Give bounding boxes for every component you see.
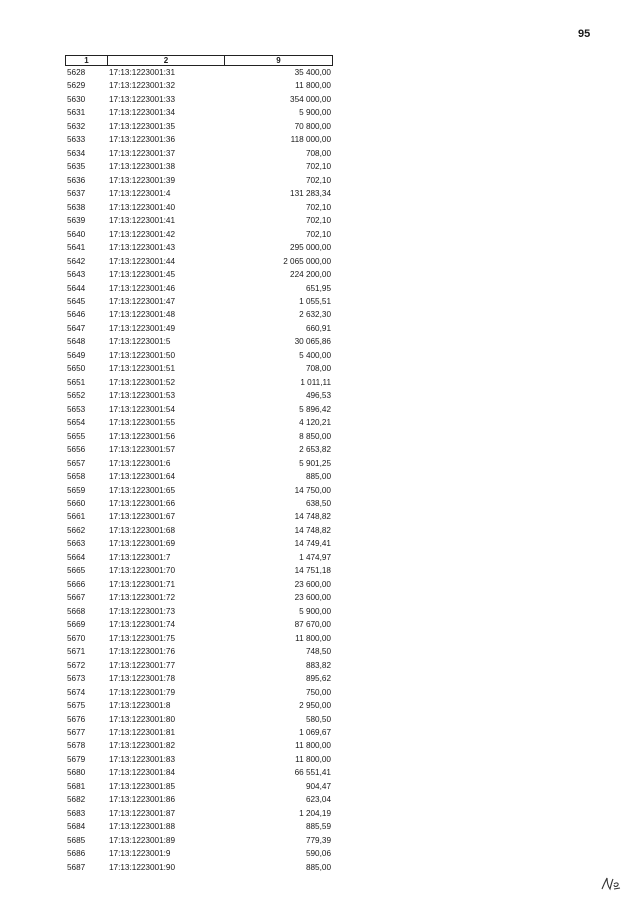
row-number: 5662 bbox=[67, 525, 86, 535]
row-number: 5645 bbox=[67, 296, 86, 306]
cadastral-number: 17:13:1223001:57 bbox=[109, 445, 176, 455]
cadastral-number: 17:13:1223001:71 bbox=[109, 579, 176, 589]
table-row bbox=[65, 443, 333, 456]
table-row bbox=[65, 861, 333, 874]
cadastral-number: 17:13:1223001:37 bbox=[109, 148, 176, 158]
table-row bbox=[65, 214, 333, 227]
cadastral-number: 17:13:1223001:4 bbox=[109, 189, 171, 199]
cadastral-number: 17:13:1223001:43 bbox=[109, 243, 176, 253]
table-row bbox=[65, 699, 333, 712]
cadastral-value: 1 069,67 bbox=[299, 727, 331, 737]
cadastral-value: 702,10 bbox=[305, 216, 331, 226]
cadastral-number: 17:13:1223001:88 bbox=[109, 822, 176, 832]
cadastral-number: 17:13:1223001:8 bbox=[109, 701, 171, 711]
row-number: 5650 bbox=[67, 364, 86, 374]
table-row bbox=[65, 820, 333, 833]
row-number: 5629 bbox=[67, 81, 86, 91]
cadastral-number: 17:13:1223001:34 bbox=[109, 108, 176, 118]
table-row bbox=[65, 93, 333, 106]
cadastral-value: 11 800,00 bbox=[295, 741, 331, 751]
cadastral-number: 17:13:1223001:65 bbox=[109, 485, 176, 495]
row-number: 5633 bbox=[67, 135, 86, 145]
table-row bbox=[65, 403, 333, 416]
table-row bbox=[65, 133, 333, 146]
cadastral-number: 17:13:1223001:69 bbox=[109, 539, 176, 549]
cadastral-value: 702,10 bbox=[305, 229, 331, 239]
cadastral-value: 70 800,00 bbox=[294, 121, 331, 131]
table-row bbox=[65, 739, 333, 752]
cadastral-number: 17:13:1223001:56 bbox=[109, 431, 176, 441]
row-number: 5679 bbox=[67, 754, 86, 764]
row-number: 5637 bbox=[67, 189, 86, 199]
cadastral-number: 17:13:1223001:53 bbox=[109, 391, 176, 401]
row-number: 5640 bbox=[67, 229, 86, 239]
table-row bbox=[65, 524, 333, 537]
cadastral-number: 17:13:1223001:75 bbox=[109, 633, 176, 643]
cadastral-value: 1 204,19 bbox=[299, 808, 331, 818]
cadastral-number: 17:13:1223001:50 bbox=[109, 350, 176, 360]
cadastral-number: 17:13:1223001:67 bbox=[109, 512, 176, 522]
table-row bbox=[65, 766, 333, 779]
row-number: 5631 bbox=[67, 108, 86, 118]
cadastral-value: 779,39 bbox=[305, 835, 331, 845]
table-row bbox=[65, 255, 333, 268]
row-number: 5646 bbox=[67, 310, 86, 320]
row-number: 5665 bbox=[67, 566, 86, 576]
cadastral-value: 638,50 bbox=[305, 499, 331, 508]
table-row bbox=[65, 659, 333, 672]
table-row bbox=[65, 470, 333, 483]
row-number: 5659 bbox=[67, 485, 86, 495]
page-number: 95 bbox=[578, 28, 591, 40]
cadastral-value: 1 055,51 bbox=[299, 296, 331, 306]
table-row bbox=[65, 174, 333, 187]
cadastral-value: 11 800,00 bbox=[295, 633, 331, 643]
table-row bbox=[65, 376, 333, 389]
cadastral-number: 17:13:1223001:52 bbox=[109, 377, 176, 387]
row-number: 5683 bbox=[67, 808, 86, 818]
cadastral-value: 2 065 000,00 bbox=[283, 256, 331, 266]
cadastral-value: 14 748,82 bbox=[294, 512, 331, 522]
table-row bbox=[65, 282, 333, 295]
cadastral-number: 17:13:1223001:77 bbox=[109, 660, 176, 670]
row-number: 5663 bbox=[67, 539, 86, 549]
cadastral-value: 708,00 bbox=[305, 364, 331, 374]
cadastral-number: 17:13:1223001:80 bbox=[109, 714, 176, 724]
table-row bbox=[65, 241, 333, 254]
cadastral-value: 4 120,21 bbox=[299, 418, 331, 428]
row-number: 5639 bbox=[67, 216, 86, 226]
row-number: 5687 bbox=[67, 862, 86, 872]
cadastral-value: 895,62 bbox=[305, 674, 331, 684]
table-row bbox=[65, 551, 333, 564]
row-number: 5669 bbox=[67, 620, 86, 630]
cadastral-value: 748,50 bbox=[305, 647, 331, 657]
table-row bbox=[65, 780, 333, 793]
cadastral-value: 30 065,86 bbox=[294, 337, 331, 347]
cadastral-value: 5 896,42 bbox=[299, 404, 331, 414]
cadastral-number: 17:13:1223001:48 bbox=[109, 310, 176, 320]
cadastral-number: 17:13:1223001:38 bbox=[109, 162, 176, 172]
cadastral-number: 17:13:1223001:90 bbox=[109, 862, 176, 872]
cadastral-value: 2 653,82 bbox=[299, 445, 331, 455]
cadastral-number: 17:13:1223001:76 bbox=[109, 647, 176, 657]
table-row bbox=[65, 672, 333, 685]
cadastral-number: 17:13:1223001:78 bbox=[109, 674, 176, 684]
cadastral-value: 118 000,00 bbox=[290, 135, 331, 145]
cadastral-value: 23 600,00 bbox=[294, 579, 331, 589]
row-number: 5634 bbox=[67, 148, 86, 158]
cadastral-value: 651,95 bbox=[305, 283, 331, 293]
cadastral-value: 2 950,00 bbox=[299, 701, 331, 711]
cadastral-number: 17:13:1223001:51 bbox=[109, 364, 176, 374]
cadastral-number: 17:13:1223001:85 bbox=[109, 781, 176, 791]
cadastral-value: 11 800,00 bbox=[295, 754, 331, 764]
row-number: 5651 bbox=[67, 377, 86, 387]
cadastral-value: 11 800,00 bbox=[295, 81, 331, 91]
cadastral-number: 17:13:1223001:86 bbox=[109, 795, 176, 805]
row-number: 5644 bbox=[67, 283, 86, 293]
cadastral-value: 5 901,25 bbox=[299, 458, 331, 468]
table-row bbox=[65, 187, 333, 200]
row-number: 5630 bbox=[67, 94, 86, 104]
cadastral-number: 17:13:1223001:73 bbox=[109, 606, 176, 616]
table-row bbox=[65, 66, 333, 79]
row-number: 5666 bbox=[67, 579, 86, 589]
cadastral-value: 5 400,00 bbox=[299, 350, 331, 360]
table-row bbox=[65, 686, 333, 699]
row-number: 5628 bbox=[67, 68, 86, 77]
cadastral-value: 885,00 bbox=[305, 472, 331, 482]
cadastral-number: 17:13:1223001:40 bbox=[109, 202, 176, 212]
cadastral-value: 224 200,00 bbox=[290, 270, 331, 280]
row-number: 5655 bbox=[67, 431, 86, 441]
row-number: 5681 bbox=[67, 781, 86, 791]
cadastral-number: 17:13:1223001:7 bbox=[109, 552, 171, 562]
row-number: 5678 bbox=[67, 741, 86, 751]
row-number: 5648 bbox=[67, 337, 86, 347]
cadastral-number: 17:13:1223001:74 bbox=[109, 620, 176, 630]
row-number: 5652 bbox=[67, 391, 86, 401]
cadastral-value: 885,00 bbox=[305, 862, 331, 872]
cadastral-value: 5 900,00 bbox=[299, 606, 331, 616]
cadastral-number: 17:13:1223001:42 bbox=[109, 229, 176, 239]
cadastral-number: 17:13:1223001:46 bbox=[109, 283, 176, 293]
cadastral-value: 702,10 bbox=[305, 202, 331, 212]
cadastral-number: 17:13:1223001:89 bbox=[109, 835, 176, 845]
table-row bbox=[65, 160, 333, 173]
row-number: 5677 bbox=[67, 727, 86, 737]
table-row bbox=[65, 484, 333, 497]
table-row bbox=[65, 537, 333, 550]
table-row bbox=[65, 79, 333, 92]
column-header-9: 9 bbox=[276, 56, 281, 65]
row-number: 5660 bbox=[67, 499, 86, 508]
cadastral-number: 17:13:1223001:45 bbox=[109, 270, 176, 280]
cadastral-number: 17:13:1223001:82 bbox=[109, 741, 176, 751]
row-number: 5642 bbox=[67, 256, 86, 266]
row-number: 5674 bbox=[67, 687, 86, 697]
cadastral-number: 17:13:1223001:44 bbox=[109, 256, 176, 266]
table-row bbox=[65, 807, 333, 820]
cadastral-value: 702,10 bbox=[305, 162, 331, 172]
cadastral-value: 883,82 bbox=[305, 660, 331, 670]
cadastral-number: 17:13:1223001:6 bbox=[109, 458, 171, 468]
row-number: 5676 bbox=[67, 714, 86, 724]
row-number: 5654 bbox=[67, 418, 86, 428]
cadastral-number: 17:13:1223001:64 bbox=[109, 472, 176, 482]
cadastral-value: 708,00 bbox=[305, 148, 331, 158]
cadastral-number: 17:13:1223001:84 bbox=[109, 768, 176, 778]
row-number: 5656 bbox=[67, 445, 86, 455]
cadastral-number: 17:13:1223001:41 bbox=[109, 216, 176, 226]
cadastral-number: 17:13:1223001:47 bbox=[109, 296, 176, 306]
cadastral-value: 590,06 bbox=[305, 849, 331, 859]
cadastral-value: 702,10 bbox=[305, 175, 331, 185]
cadastral-number: 17:13:1223001:36 bbox=[109, 135, 176, 145]
cadastral-number: 17:13:1223001:32 bbox=[109, 81, 176, 91]
cadastral-value: 295 000,00 bbox=[290, 243, 331, 253]
handwritten-mark-icon bbox=[600, 876, 622, 892]
table-row bbox=[65, 389, 333, 402]
cadastral-number: 17:13:1223001:9 bbox=[109, 849, 171, 859]
row-number: 5672 bbox=[67, 660, 86, 670]
table-row bbox=[65, 430, 333, 443]
row-number: 5653 bbox=[67, 404, 86, 414]
row-number: 5686 bbox=[67, 849, 86, 859]
cadastral-value: 66 551,41 bbox=[294, 768, 331, 778]
cadastral-value: 1 011,11 bbox=[300, 377, 331, 387]
row-number: 5675 bbox=[67, 701, 86, 711]
row-number: 5649 bbox=[67, 350, 86, 360]
cadastral-number: 17:13:1223001:79 bbox=[109, 687, 176, 697]
row-number: 5668 bbox=[67, 606, 86, 616]
table-row bbox=[65, 618, 333, 631]
cadastral-number: 17:13:1223001:70 bbox=[109, 566, 176, 576]
cadastral-value: 35 400,00 bbox=[294, 68, 331, 77]
cadastral-value: 2 632,30 bbox=[299, 310, 331, 320]
table-row bbox=[65, 645, 333, 658]
table-row bbox=[65, 726, 333, 739]
cadastral-value: 885,59 bbox=[305, 822, 331, 832]
row-number: 5635 bbox=[67, 162, 86, 172]
cadastral-number: 17:13:1223001:49 bbox=[109, 323, 176, 333]
cadastral-number: 17:13:1223001:54 bbox=[109, 404, 176, 414]
table-row bbox=[65, 362, 333, 375]
column-header-2: 2 bbox=[108, 56, 225, 65]
cadastral-number: 17:13:1223001:5 bbox=[109, 337, 171, 347]
cadastral-number: 17:13:1223001:35 bbox=[109, 121, 176, 131]
cadastral-number: 17:13:1223001:33 bbox=[109, 94, 176, 104]
row-number: 5658 bbox=[67, 472, 86, 482]
cadastral-number: 17:13:1223001:66 bbox=[109, 499, 176, 508]
row-number: 5638 bbox=[67, 202, 86, 212]
cadastral-value: 131 283,34 bbox=[290, 189, 331, 199]
row-number: 5673 bbox=[67, 674, 86, 684]
row-number: 5636 bbox=[67, 175, 86, 185]
table-row bbox=[65, 322, 333, 335]
row-number: 5685 bbox=[67, 835, 86, 845]
cadastral-value: 623,04 bbox=[305, 795, 331, 805]
cadastral-value: 23 600,00 bbox=[294, 593, 331, 603]
cadastral-value: 5 900,00 bbox=[299, 108, 331, 118]
cadastral-value: 14 749,41 bbox=[294, 539, 331, 549]
cadastral-value: 660,91 bbox=[305, 323, 331, 333]
table-row bbox=[65, 120, 333, 133]
table-row bbox=[65, 335, 333, 348]
table-row bbox=[65, 416, 333, 429]
table-row bbox=[65, 591, 333, 604]
table-row bbox=[65, 578, 333, 591]
cadastral-value: 1 474,97 bbox=[299, 552, 331, 562]
row-number: 5667 bbox=[67, 593, 86, 603]
column-header-1: 1 bbox=[66, 56, 108, 65]
table-row bbox=[65, 847, 333, 860]
cadastral-value: 750,00 bbox=[305, 687, 331, 697]
row-number: 5641 bbox=[67, 243, 86, 253]
table-row bbox=[65, 228, 333, 241]
row-number: 5684 bbox=[67, 822, 86, 832]
row-number: 5664 bbox=[67, 552, 86, 562]
table-row bbox=[65, 295, 333, 308]
table-row bbox=[65, 497, 333, 510]
cadastral-number: 17:13:1223001:72 bbox=[109, 593, 176, 603]
row-number: 5680 bbox=[67, 768, 86, 778]
cadastral-number: 17:13:1223001:68 bbox=[109, 525, 176, 535]
row-number: 5647 bbox=[67, 323, 86, 333]
cadastral-value: 580,50 bbox=[305, 714, 331, 724]
row-number: 5671 bbox=[67, 647, 86, 657]
table-row bbox=[65, 106, 333, 119]
row-number: 5632 bbox=[67, 121, 86, 131]
cadastral-value: 14 748,82 bbox=[294, 525, 331, 535]
table-row bbox=[65, 457, 333, 470]
row-number: 5643 bbox=[67, 270, 86, 280]
cadastral-number: 17:13:1223001:31 bbox=[109, 68, 176, 77]
cadastral-value: 904,47 bbox=[305, 781, 331, 791]
cadastral-number: 17:13:1223001:81 bbox=[109, 727, 176, 737]
table-row bbox=[65, 834, 333, 847]
table-row bbox=[65, 510, 333, 523]
cadastral-value: 14 750,00 bbox=[294, 485, 331, 495]
table-row bbox=[65, 564, 333, 577]
cadastral-number: 17:13:1223001:55 bbox=[109, 418, 176, 428]
table-row bbox=[65, 632, 333, 645]
table-row bbox=[65, 308, 333, 321]
cadastral-value: 87 670,00 bbox=[294, 620, 331, 630]
table-row bbox=[65, 753, 333, 766]
table-row bbox=[65, 349, 333, 362]
row-number: 5670 bbox=[67, 633, 86, 643]
table-header bbox=[65, 55, 333, 66]
table-body bbox=[65, 66, 333, 874]
cadastral-value: 8 850,00 bbox=[299, 431, 331, 441]
cadastral-value: 14 751,18 bbox=[294, 566, 331, 576]
row-number: 5657 bbox=[67, 458, 86, 468]
cadastral-number: 17:13:1223001:39 bbox=[109, 175, 176, 185]
table-row bbox=[65, 147, 333, 160]
cadastral-value: 496,53 bbox=[305, 391, 331, 401]
data-table bbox=[65, 55, 333, 874]
table-row bbox=[65, 713, 333, 726]
row-number: 5682 bbox=[67, 795, 86, 805]
table-row bbox=[65, 268, 333, 281]
table-row bbox=[65, 793, 333, 806]
row-number: 5661 bbox=[67, 512, 86, 522]
table-row bbox=[65, 605, 333, 618]
table-row bbox=[65, 201, 333, 214]
cadastral-value: 354 000,00 bbox=[290, 94, 331, 104]
cadastral-number: 17:13:1223001:87 bbox=[109, 808, 176, 818]
cadastral-number: 17:13:1223001:83 bbox=[109, 754, 176, 764]
